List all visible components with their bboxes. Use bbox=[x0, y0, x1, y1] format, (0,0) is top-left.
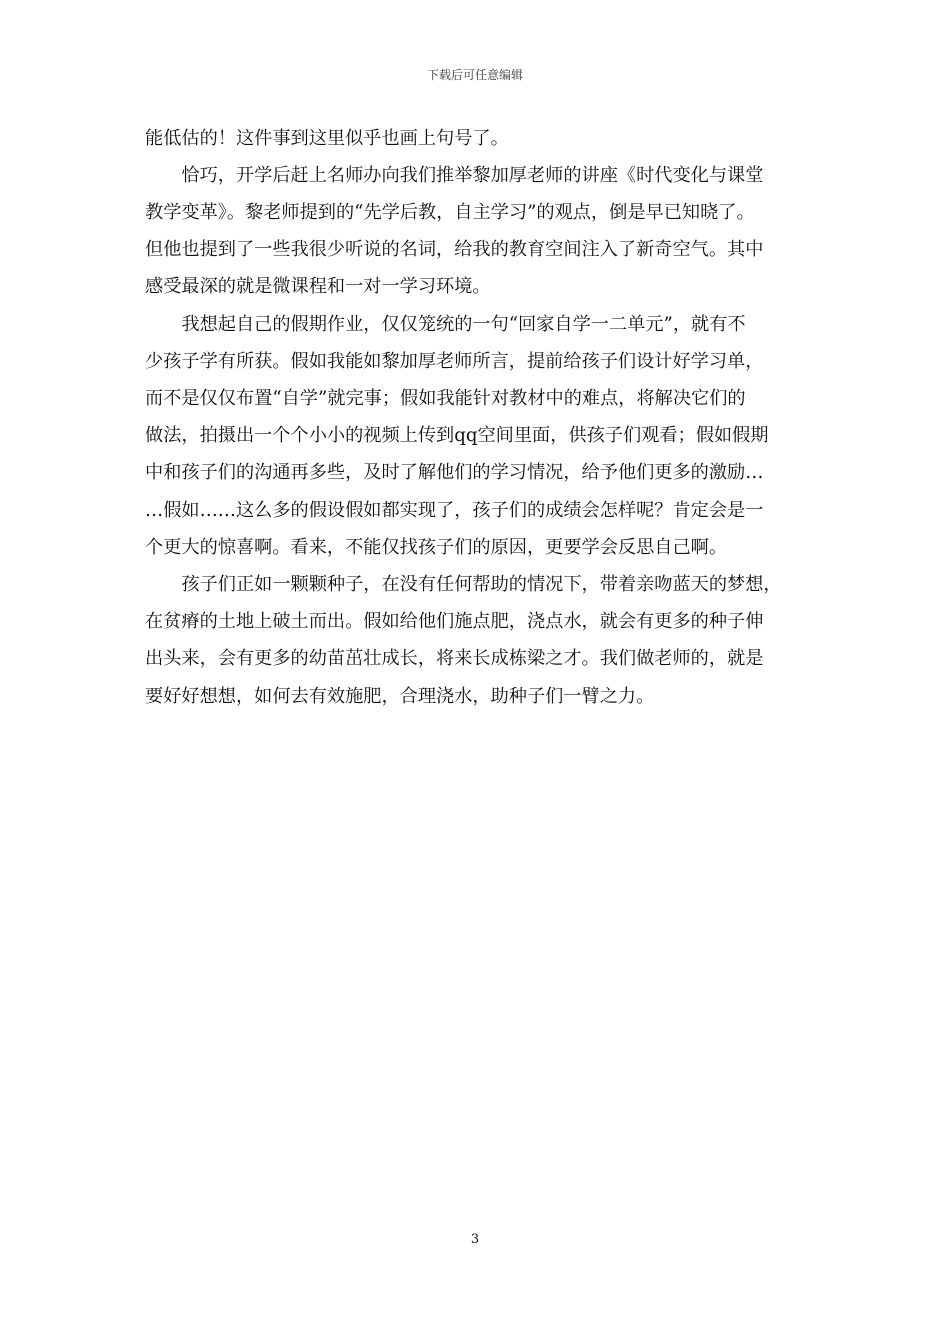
body-line: 孩子们正如一颗颗种子，在没有任何帮助的情况下，带着亲吻蓝天的梦想， bbox=[145, 574, 782, 595]
page-number: 3 bbox=[470, 1232, 480, 1247]
body-line: 教学变革》。黎老师提到的“先学后教，自主学习”的观点，倒是早已知晓了。 bbox=[145, 202, 755, 223]
body-line: 个更大的惊喜啊。看来，不能仅找孩子们的原因，更要学会反思自己啊。 bbox=[145, 537, 728, 558]
body-line: 我想起自己的假期作业，仅仅笼统的一句“回家自学一二单元”，就有不 bbox=[145, 314, 746, 335]
body-line: 出头来，会有更多的幼苗茁壮成长，将来长成栋梁之才。我们做老师的，就是 bbox=[145, 648, 764, 669]
body-line: 中和孩子们的沟通再多些，及时了解他们的学习情况，给予他们更多的激励… bbox=[145, 462, 764, 483]
body-line: 而不是仅仅布置“自学”就完事；假如我能针对教材中的难点，将解决它们的 bbox=[145, 388, 746, 409]
body-line: …假如……这么多的假设假如都实现了，孩子们的成绩会怎样呢？肯定会是一 bbox=[145, 500, 764, 521]
body-line: 恰巧，开学后赶上名师办向我们推举黎加厚老师的讲座《时代变化与课堂 bbox=[145, 165, 764, 186]
body-line: 但他也提到了一些我很少听说的名词，给我的教育空间注入了新奇空气。其中 bbox=[145, 239, 764, 260]
body-line: 感受最深的就是微课程和一对一学习环境。 bbox=[145, 276, 491, 297]
body-line: 在贫瘠的土地上破土而出。假如给他们施点肥，浇点水，就会有更多的种子伸 bbox=[145, 611, 764, 632]
body-line: 做法，拍摄出一个个小小的视频上传到qq空间里面，供孩子们观看；假如假期 bbox=[145, 425, 769, 446]
body-line: 少孩子学有所获。假如我能如黎加厚老师所言，提前给孩子们设计好学习单， bbox=[145, 351, 764, 372]
page-header: 下载后可任意编辑 bbox=[426, 68, 523, 82]
body-line: 要好好想想，如何去有效施肥，合理浇水，助种子们一臂之力。 bbox=[145, 686, 655, 707]
body-line: 能低估的！这件事到这里似乎也画上句号了。 bbox=[145, 128, 509, 149]
